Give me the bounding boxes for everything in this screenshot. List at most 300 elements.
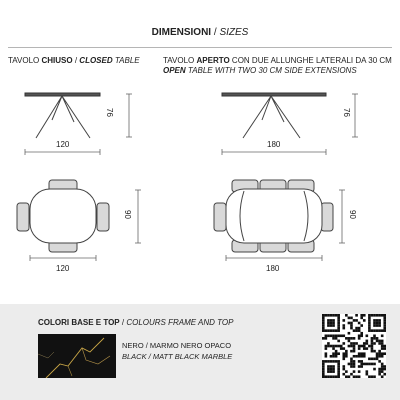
qr-module <box>345 314 348 317</box>
qr-module <box>337 317 340 320</box>
qr-module <box>332 345 335 348</box>
qr-module <box>368 317 371 320</box>
qr-module <box>327 334 330 337</box>
qr-module <box>381 340 384 343</box>
qr-module <box>340 334 343 337</box>
qr-module <box>350 365 353 368</box>
qr-module <box>342 355 345 358</box>
qr-module <box>337 352 340 355</box>
qr-module <box>373 375 376 378</box>
qr-module <box>337 334 340 337</box>
qr-module <box>383 314 386 317</box>
qr-module <box>373 329 376 332</box>
closed-top-depth-label: 90 <box>123 210 132 219</box>
qr-module <box>330 322 333 325</box>
qr-module <box>381 345 384 348</box>
qr-module <box>378 355 381 358</box>
qr-module <box>381 363 384 366</box>
qr-module <box>366 370 369 373</box>
qr-module <box>378 319 381 322</box>
qr-module <box>383 365 386 368</box>
qr-module <box>322 373 325 376</box>
open-side-view <box>222 93 326 138</box>
qr-module <box>335 329 338 332</box>
qr-module <box>378 352 381 355</box>
qr-module <box>371 314 374 317</box>
qr-module <box>360 352 363 355</box>
qr-module <box>373 322 376 325</box>
qr-module <box>342 334 345 337</box>
qr-module <box>325 337 328 340</box>
qr-module <box>337 375 340 378</box>
qr-module <box>363 347 366 350</box>
qr-module <box>350 350 353 353</box>
qr-module <box>373 363 376 366</box>
qr-module <box>383 347 386 350</box>
qr-module <box>330 314 333 317</box>
qr-module <box>342 365 345 368</box>
qr-module <box>368 327 371 330</box>
qr-module <box>358 375 361 378</box>
qr-module <box>327 342 330 345</box>
qr-module <box>322 368 325 371</box>
qr-module <box>373 314 376 317</box>
qr-module <box>335 360 338 363</box>
qr-module <box>360 360 363 363</box>
qr-module <box>371 358 374 361</box>
qr-module <box>327 370 330 373</box>
qr-module <box>363 345 366 348</box>
qr-module <box>345 375 348 378</box>
qr-module <box>337 368 340 371</box>
qr-module <box>350 363 353 366</box>
qr-module <box>325 314 328 317</box>
qr-module <box>383 352 386 355</box>
qr-module <box>327 314 330 317</box>
closed-side-height-label: 76 <box>105 108 114 117</box>
qr-module <box>378 322 381 325</box>
qr-module <box>381 368 384 371</box>
qr-module <box>376 337 379 340</box>
qr-module <box>353 329 356 332</box>
qr-module <box>327 360 330 363</box>
qr-module <box>358 355 361 358</box>
qr-module <box>368 314 371 317</box>
qr-module <box>325 329 328 332</box>
qr-module <box>350 373 353 376</box>
open-depth-dim <box>339 190 345 243</box>
qr-module <box>368 329 371 332</box>
qr-module <box>337 319 340 322</box>
qr-module <box>353 319 356 322</box>
qr-module <box>381 352 384 355</box>
closed-top-width-label: 120 <box>56 264 70 273</box>
qr-module <box>330 370 333 373</box>
qr-module <box>355 355 358 358</box>
closed-side-width-label: 120 <box>56 140 70 149</box>
qr-module <box>371 340 374 343</box>
qr-module <box>355 375 358 378</box>
qr-module <box>381 334 384 337</box>
qr-module <box>322 314 325 317</box>
closed-height-dim <box>126 94 132 137</box>
qr-module <box>381 342 384 345</box>
qr-module <box>358 352 361 355</box>
qr-module <box>342 327 345 330</box>
qr-module <box>378 370 381 373</box>
qr-module <box>376 329 379 332</box>
qr-module <box>353 355 356 358</box>
qr-module <box>383 319 386 322</box>
qr-module <box>373 337 376 340</box>
qr-module <box>348 317 351 320</box>
qr-module <box>327 324 330 327</box>
qr-module <box>335 334 338 337</box>
qr-module <box>371 342 374 345</box>
qr-module <box>332 319 335 322</box>
qr-module <box>350 360 353 363</box>
qr-module <box>383 345 386 348</box>
qr-module <box>373 368 376 371</box>
qr-module <box>337 370 340 373</box>
marble-veins <box>38 334 116 378</box>
open-top-depth-label: 90 <box>348 210 357 219</box>
qr-module <box>335 355 338 358</box>
qr-module <box>355 327 358 330</box>
qr-module <box>368 363 371 366</box>
qr-module <box>332 370 335 373</box>
qr-module <box>348 345 351 348</box>
qr-module <box>332 355 335 358</box>
qr-module <box>332 360 335 363</box>
qr-module <box>360 345 363 348</box>
qr-module <box>371 350 374 353</box>
qr-module <box>355 314 358 317</box>
qr-module <box>327 375 330 378</box>
qr-module <box>348 340 351 343</box>
qr-module <box>332 334 335 337</box>
qr-module <box>350 358 353 361</box>
qr-module <box>358 370 361 373</box>
qr-module <box>366 363 369 366</box>
qr-module <box>327 365 330 368</box>
qr-module <box>348 322 351 325</box>
qr-module <box>325 375 328 378</box>
closed-top-width-dim <box>30 255 96 261</box>
qr-module <box>337 365 340 368</box>
qr-module <box>335 352 338 355</box>
qr-module <box>322 329 325 332</box>
qr-module <box>366 340 369 343</box>
color-name-it: NERO / MARMO NERO OPACO <box>122 341 232 350</box>
qr-module <box>383 368 386 371</box>
qr-module <box>332 375 335 378</box>
qr-module <box>376 314 379 317</box>
qr-module <box>381 355 384 358</box>
qr-module <box>383 327 386 330</box>
qr-module <box>325 334 328 337</box>
qr-module <box>330 329 333 332</box>
qr-module <box>322 370 325 373</box>
closed-width-dim <box>25 149 100 155</box>
qr-module <box>373 334 376 337</box>
black-marble-swatch <box>38 334 116 378</box>
colors-title: COLORI BASE E TOP / COLOURS FRAME AND TOP <box>38 318 234 327</box>
qr-module <box>342 347 345 350</box>
qr-module <box>381 370 384 373</box>
qr-module <box>378 360 381 363</box>
qr-module <box>342 324 345 327</box>
qr-module <box>322 322 325 325</box>
qr-module <box>353 365 356 368</box>
qr-module <box>383 324 386 327</box>
qr-module <box>322 327 325 330</box>
qr-module <box>327 329 330 332</box>
qr-module <box>373 319 376 322</box>
qr-module <box>330 368 333 371</box>
qr-module <box>350 322 353 325</box>
qr-module <box>371 375 374 378</box>
title-separator: / <box>211 27 220 38</box>
qr-module <box>335 345 338 348</box>
qr-module <box>342 358 345 361</box>
title-italic: SIZES <box>219 27 249 38</box>
qr-module <box>342 342 345 345</box>
open-top-width-dim <box>226 255 322 261</box>
qr-module <box>337 360 340 363</box>
open-width-dim <box>222 149 326 155</box>
qr-module <box>322 365 325 368</box>
qr-module <box>350 345 353 348</box>
qr-module <box>355 342 358 345</box>
qr-module <box>325 355 328 358</box>
qr-module <box>348 363 351 366</box>
qr-module <box>363 342 366 345</box>
qr-module <box>335 337 338 340</box>
qr-module <box>322 337 325 340</box>
qr-module <box>358 334 361 337</box>
qr-module <box>353 360 356 363</box>
qr-module <box>350 327 353 330</box>
qr-module <box>360 355 363 358</box>
qr-module <box>366 334 369 337</box>
qr-module <box>355 329 358 332</box>
qr-module <box>345 350 348 353</box>
qr-module <box>342 319 345 322</box>
qr-module <box>322 317 325 320</box>
qr-module <box>376 319 379 322</box>
closed-table-caption: TAVOLO CHIUSO / CLOSED TABLE <box>8 56 140 65</box>
open-side-width-label: 180 <box>267 140 281 149</box>
closed-depth-dim <box>135 190 141 243</box>
qr-module <box>322 319 325 322</box>
qr-module <box>322 375 325 378</box>
qr-module <box>340 347 343 350</box>
open-table-caption: TAVOLO APERTO CON DUE ALLUNGHE LATERALI DA 30 CM OPEN TABLE WITH TWO 30 CM SIDE EXTENSIONS <box>163 56 392 75</box>
open-top-width-label: 180 <box>266 264 280 273</box>
qr-module <box>330 360 333 363</box>
qr-module <box>355 319 358 322</box>
qr-module <box>332 314 335 317</box>
qr-module <box>373 324 376 327</box>
qr-module <box>368 322 371 325</box>
qr-module <box>371 329 374 332</box>
qr-module <box>337 340 340 343</box>
qr-module <box>376 352 379 355</box>
qr-module <box>348 332 351 335</box>
qr-module <box>363 355 366 358</box>
qr-module <box>360 314 363 317</box>
qr-module <box>330 324 333 327</box>
qr-module <box>345 352 348 355</box>
qr-module <box>348 375 351 378</box>
qr-module <box>371 347 374 350</box>
qr-module <box>373 350 376 353</box>
qr-module <box>363 363 366 366</box>
qr-module <box>378 340 381 343</box>
qr-module <box>330 365 333 368</box>
qr-module <box>358 322 361 325</box>
qr-module <box>353 363 356 366</box>
qr-module <box>381 375 384 378</box>
qr-module <box>358 345 361 348</box>
qr-module <box>332 352 335 355</box>
qr-module <box>353 347 356 350</box>
closed-side-view <box>25 93 100 138</box>
qr-module <box>376 358 379 361</box>
qr-module <box>383 317 386 320</box>
qr-module <box>378 324 381 327</box>
qr-module <box>337 373 340 376</box>
qr-module <box>373 358 376 361</box>
qr-module <box>330 375 333 378</box>
open-side-height-label: 76 <box>342 108 351 117</box>
title-bold: DIMENSIONI <box>151 27 212 38</box>
qr-module <box>327 322 330 325</box>
qr-module <box>378 350 381 353</box>
qr-module <box>345 337 348 340</box>
qr-module <box>332 337 335 340</box>
qr-module <box>325 360 328 363</box>
qr-module <box>353 342 356 345</box>
qr-module <box>353 375 356 378</box>
qr-module <box>353 370 356 373</box>
qr-module <box>376 322 379 325</box>
qr-module <box>383 322 386 325</box>
qr-module <box>353 350 356 353</box>
qr-code-icon[interactable] <box>322 314 386 378</box>
color-name-en: BLACK / MATT BLACK MARBLE <box>122 352 233 361</box>
qr-module <box>378 373 381 376</box>
qr-module <box>332 347 335 350</box>
qr-module <box>381 314 384 317</box>
qr-module <box>376 324 379 327</box>
qr-module <box>337 324 340 327</box>
qr-module <box>345 370 348 373</box>
qr-module <box>363 314 366 317</box>
qr-module <box>360 363 363 366</box>
open-top-view <box>214 180 333 252</box>
qr-module <box>332 365 335 368</box>
qr-module <box>330 334 333 337</box>
qr-module <box>325 347 328 350</box>
open-height-dim <box>352 94 358 137</box>
qr-module <box>327 319 330 322</box>
qr-module <box>383 329 386 332</box>
qr-module <box>350 317 353 320</box>
qr-module <box>358 337 361 340</box>
qr-module <box>350 324 353 327</box>
qr-module <box>330 319 333 322</box>
qr-module <box>325 345 328 348</box>
qr-module <box>371 345 374 348</box>
qr-module <box>332 368 335 371</box>
closed-top-view <box>17 180 109 252</box>
qr-module <box>366 347 369 350</box>
qr-module <box>383 373 386 376</box>
qr-module <box>322 324 325 327</box>
qr-module <box>378 314 381 317</box>
qr-module <box>337 329 340 332</box>
qr-module <box>378 368 381 371</box>
qr-module <box>366 342 369 345</box>
qr-module <box>381 329 384 332</box>
qr-module <box>358 347 361 350</box>
qr-module <box>358 365 361 368</box>
qr-module <box>327 368 330 371</box>
qr-module <box>335 350 338 353</box>
qr-module <box>350 337 353 340</box>
qr-module <box>368 358 371 361</box>
qr-module <box>368 345 371 348</box>
qr-module <box>348 337 351 340</box>
qr-module <box>322 360 325 363</box>
qr-module <box>337 345 340 348</box>
qr-module <box>360 332 363 335</box>
qr-module <box>322 363 325 366</box>
qr-module <box>332 322 335 325</box>
qr-module <box>330 355 333 358</box>
qr-module <box>335 375 338 378</box>
qr-module <box>337 363 340 366</box>
qr-module <box>373 342 376 345</box>
qr-module <box>378 329 381 332</box>
qr-module <box>363 352 366 355</box>
qr-module <box>337 314 340 317</box>
qr-module <box>376 340 379 343</box>
qr-code-graphic <box>322 314 386 378</box>
qr-module <box>360 334 363 337</box>
qr-module <box>335 314 338 317</box>
qr-module <box>371 363 374 366</box>
qr-module <box>368 375 371 378</box>
qr-module <box>360 365 363 368</box>
qr-module <box>358 360 361 363</box>
qr-module <box>342 368 345 371</box>
qr-module <box>366 373 369 376</box>
qr-module <box>332 324 335 327</box>
qr-module <box>342 373 345 376</box>
qr-module <box>378 342 381 345</box>
qr-module <box>381 347 384 350</box>
qr-module <box>358 327 361 330</box>
qr-module <box>360 317 363 320</box>
qr-module <box>371 337 374 340</box>
qr-module <box>368 324 371 327</box>
qr-module <box>340 345 343 348</box>
qr-module <box>360 324 363 327</box>
qr-module <box>376 355 379 358</box>
